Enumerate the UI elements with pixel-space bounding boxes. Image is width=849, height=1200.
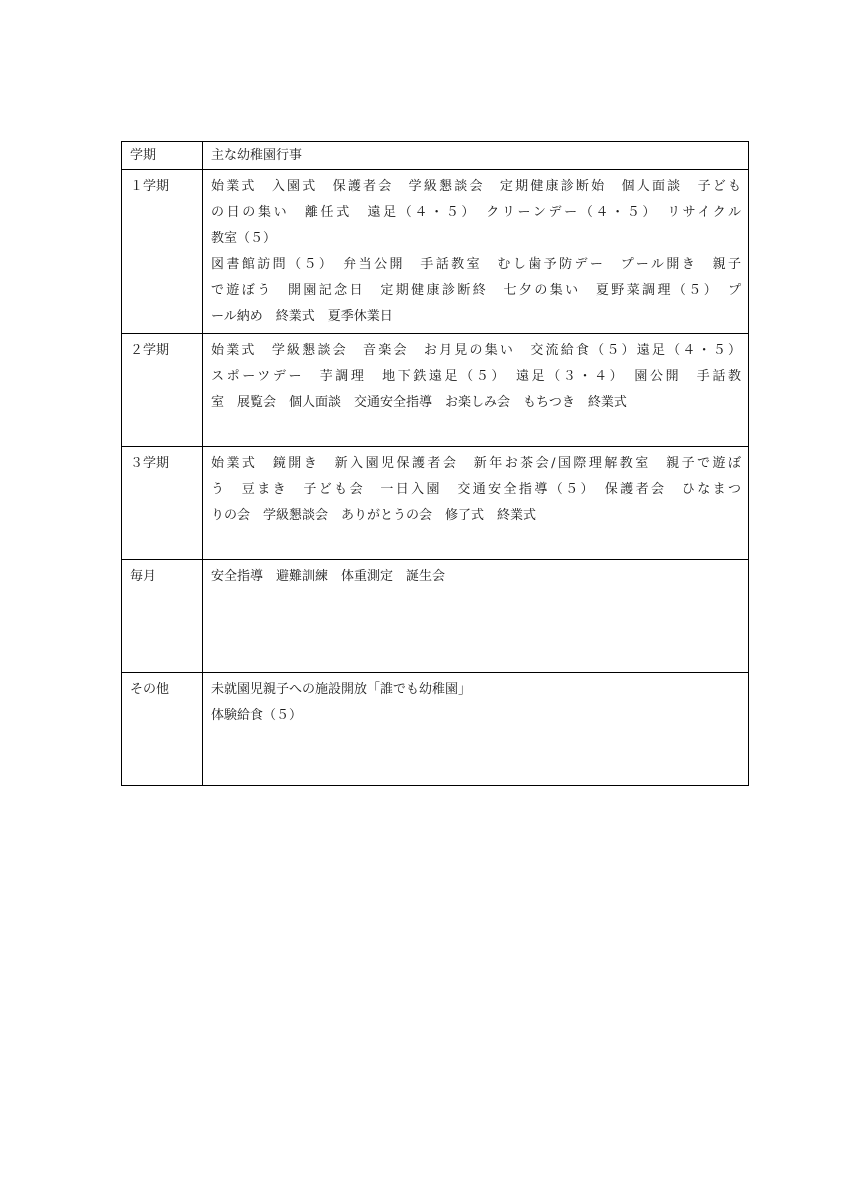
term-label: ３学期 <box>130 456 170 471</box>
term-label: その他 <box>130 682 170 697</box>
events-line: スポーツデー 芋調理 地下鉄遠足（５） 遠足（３・４） 園公開 手話教 <box>211 369 741 384</box>
events-line: 室 展覧会 個人面談 交通安全指導 お楽しみ会 もちつき 終業式 <box>211 395 627 410</box>
events-cell <box>203 447 749 560</box>
table-row-term-1 <box>122 170 749 334</box>
events-line: 始業式 学級懇談会 音楽会 お月見の集い 交流給食（５）遠足（４・５） <box>211 343 741 358</box>
term-cell <box>122 673 203 786</box>
table-row-term-2 <box>122 334 749 447</box>
term-label: 毎月 <box>130 569 157 584</box>
events-cell <box>203 560 749 673</box>
term-cell <box>122 560 203 673</box>
term-cell <box>122 170 203 334</box>
events-line: りの会 学級懇談会 ありがとうの会 修了式 終業式 <box>211 508 537 523</box>
events-cell <box>203 170 749 334</box>
events-line: 未就園児親子への施設開放「誰でも幼稚園」 <box>211 682 472 697</box>
events-line: ール納め 終業式 夏季休業日 <box>211 309 393 324</box>
header-term-label: 学期 <box>130 148 157 163</box>
table-header-row <box>122 142 749 170</box>
table-row-other <box>122 673 749 786</box>
table-row-monthly <box>122 560 749 673</box>
term-cell <box>122 447 203 560</box>
events-line: で遊ぼう 開園記念日 定期健康診断終 七夕の集い 夏野菜調理（５） プ <box>211 283 741 298</box>
term-cell <box>122 334 203 447</box>
events-cell <box>203 334 749 447</box>
events-line: 教室（５） <box>211 231 277 246</box>
events-line: 体験給食（５） <box>211 708 303 723</box>
events-cell <box>203 673 749 786</box>
term-label: １学期 <box>130 179 170 194</box>
events-line: 安全指導 避難訓練 体重測定 誕生会 <box>211 569 446 584</box>
term-label: ２学期 <box>130 343 170 358</box>
kindergarten-events-table <box>121 141 749 786</box>
events-line: 図書館訪問（５） 弁当公開 手話教室 むし歯予防デー プール開き 親子 <box>211 257 741 272</box>
events-line: 始業式 鏡開き 新入園児保護者会 新年お茶会/国際理解教室 親子で遊ぼ <box>211 456 741 471</box>
table-row-term-3 <box>122 447 749 560</box>
events-line: 始業式 入園式 保護者会 学級懇談会 定期健康診断始 個人面談 子ども <box>211 179 741 194</box>
events-line: の日の集い 離任式 遠足（４・５） クリーンデー（４・５） リサイクル <box>211 205 741 220</box>
header-events-cell <box>203 142 749 170</box>
header-term-cell <box>122 142 203 170</box>
events-line: う 豆まき 子ども会 一日入園 交通安全指導（５） 保護者会 ひなまつ <box>211 482 741 497</box>
header-events-label: 主な幼稚園行事 <box>211 148 303 163</box>
